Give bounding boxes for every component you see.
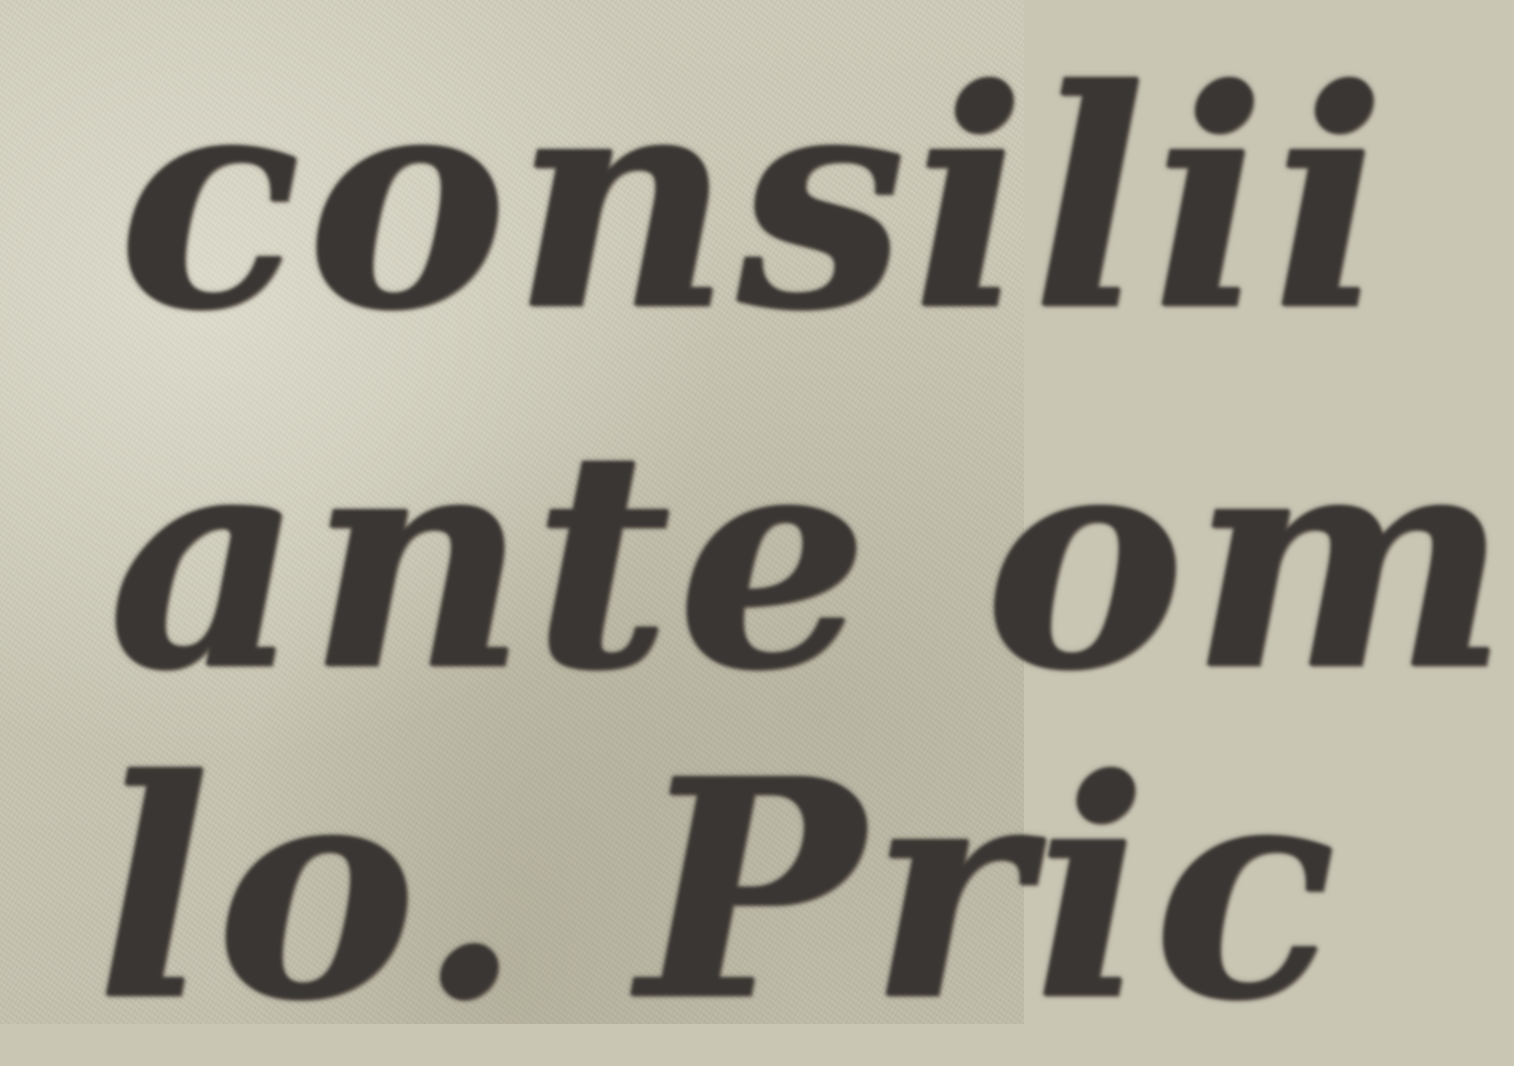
text-line-1: consilii — [118, 23, 1392, 376]
text-line-3: lo. Pric — [96, 713, 1342, 1066]
text-line-2: ante om — [108, 383, 1514, 736]
